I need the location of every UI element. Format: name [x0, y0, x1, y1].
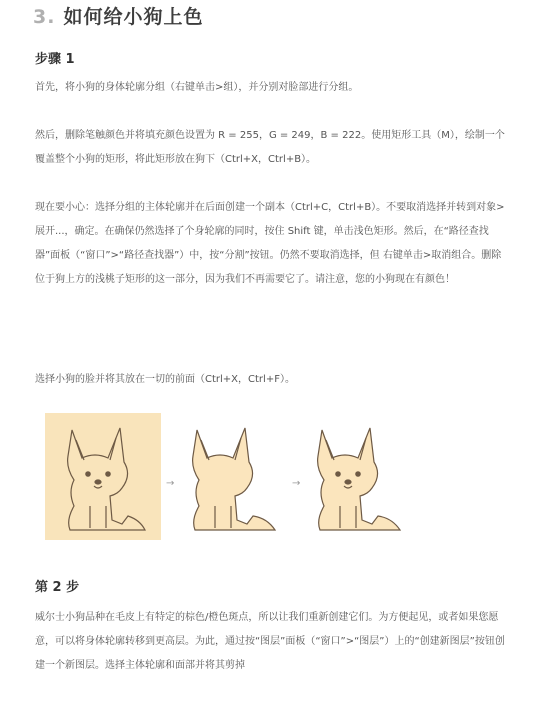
puppy-illustration-2 [175, 420, 290, 535]
arrow-1: → [166, 478, 175, 489]
step-1-paragraph-3: 现在要小心：选择分组的主体轮廓并在后面创建一个副本（Ctrl+C，Ctrl+B）。不要取消选择并转到对象>展开...，确定。在确保仍然选择了个身轮廓的同时，按住 Shift 键，单击浅色矩形。然后，在“路径查找器”面板（“窗口”>“路径查找器”）中，按“分割”按钮。仍然不要取消选择，但 右键单击>取消组合。删除位于狗上方的浅桃子矩形的这一部分，因为我们不再需要它了。请注意，您的小狗现在有颜色！ [35, 202, 505, 285]
section-title-text: 如何给小狗上色 [63, 6, 204, 28]
step-1-paragraph-2: 然后，删除笔触颜色并将填充颜色设置为 R = 255，G = 249，B = 222。使用矩形工具（M），绘制一个覆盖整个小狗的矩形，将此矩形放在狗下（Ctrl+X，Ctrl+B）。 [35, 130, 505, 165]
puppy-illustration-3 [300, 420, 415, 535]
step-1-paragraph-4: 选择小狗的脸并将其放在一切的前面（Ctrl+X，Ctrl+F）。 [35, 374, 295, 385]
section-title [33, 2, 203, 29]
puppy-illustration-1 [50, 420, 160, 535]
step-2-heading: 第 2 步 [35, 580, 80, 595]
section-number: 3. [33, 6, 56, 28]
step-1-paragraph-1: 首先，将小狗的身体轮廓分组（右键单击>组），并分别对脸部进行分组。 [35, 82, 359, 93]
step-2-paragraph-1: 威尔士小狗品种在毛皮上有特定的棕色/橙色斑点，所以让我们重新创建它们。为方便起见，或者如果您愿意，可以将身体轮廓转移到更高层。为此，通过按“图层”面板（“窗口”>“图层”）上的“创建新图层”按钮创建一个新图层。选择主体轮廓和面部并将其剪掉 [35, 612, 505, 671]
step-1-heading: 步骤 1 [35, 52, 75, 67]
arrow-2: → [292, 478, 301, 489]
